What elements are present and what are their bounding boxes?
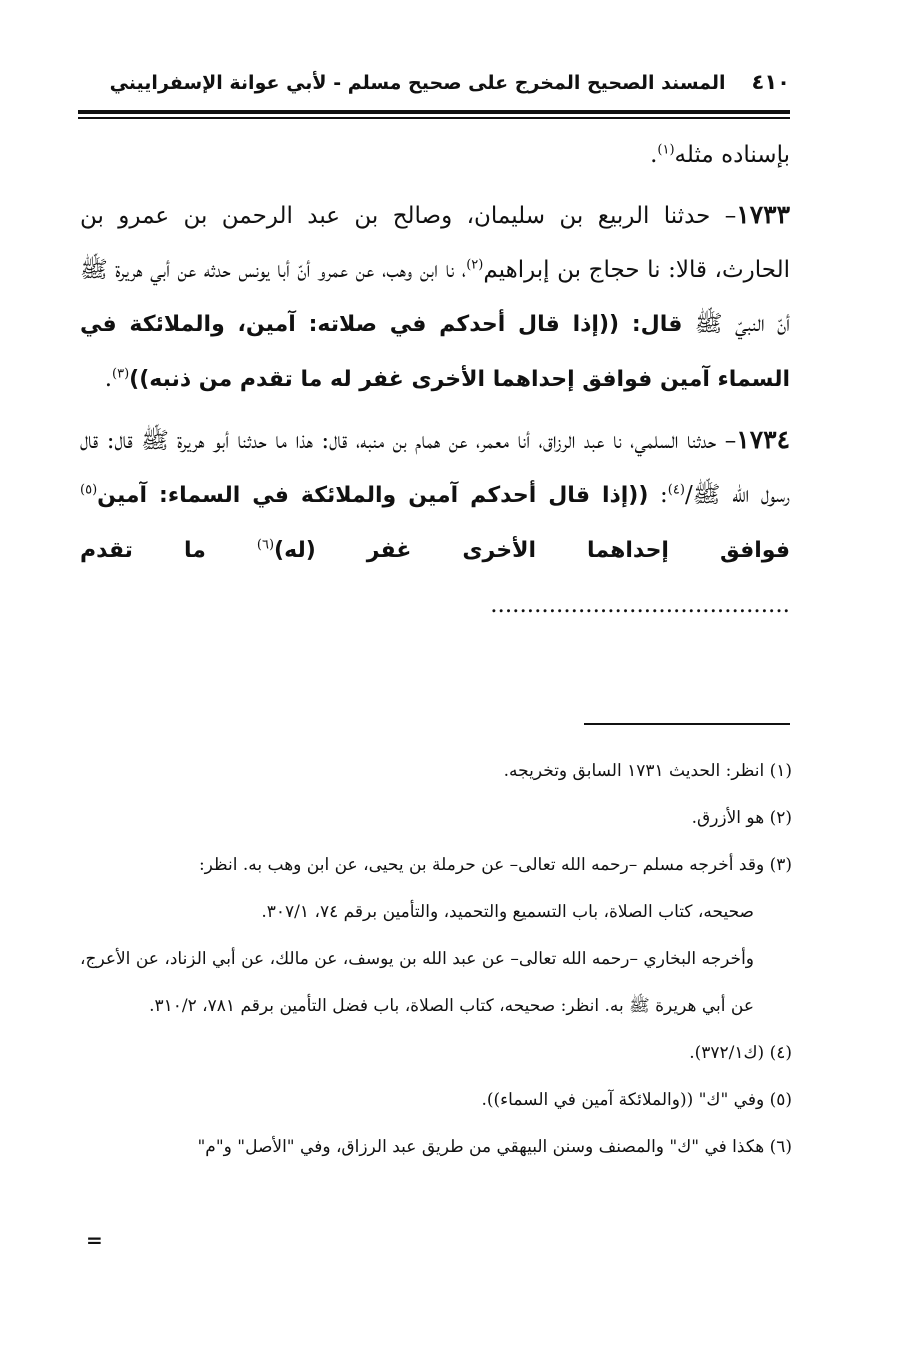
- footnote-1: (١) انظر: الحديث ١٧٣١ السابق وتخريجه.: [503, 761, 792, 781]
- hadith-number-1733: ١٧٣٣: [736, 200, 790, 229]
- footnote-3-source: صحيحه، كتاب الصلاة، باب التسميع والتحميد، والتأمين برقم ٧٤، ٣٠٧/١.: [261, 902, 754, 922]
- page-number: ٤١٠: [751, 70, 790, 94]
- footnote-ref-4: (٤): [667, 482, 685, 498]
- hadith-matn-1734-a: ((إذا قال أحدكم آمين والملائكة في السماء: آمين: [97, 483, 649, 508]
- footnote-ref-5: (٥): [80, 482, 98, 498]
- said-label: قال:: [631, 312, 683, 337]
- page-header: [78, 70, 790, 104]
- hadith-matn-1734-c: ما تقدم: [80, 538, 257, 563]
- footnote-ref-2: (٢): [466, 257, 484, 273]
- footnote-4: (٤) (ك٣٧٢/١).: [689, 1043, 792, 1063]
- header-rule-thin: [78, 117, 790, 119]
- continuation-mark: =: [86, 1228, 103, 1252]
- footnote-3: (٣) وقد أخرجه مسلم –رحمه الله تعالى– عن حرملة بن يحيى، عن ابن وهب به. انظر:: [198, 855, 792, 875]
- continuation-line: بإسناده مثله$^{(١)}$.: [650, 142, 790, 168]
- footnote-5: (٥) وفي "ك" ((والملائكة آمين في السماء)).: [481, 1090, 792, 1110]
- footnote-separator: [584, 723, 790, 725]
- footnote-ref-3: (٣): [112, 366, 130, 382]
- hadith-1734: ١٧٣٤– حدثنا السلمي، نا عبد الرزاق، أنا معمر، عن همام بن منبه، قال: هذا ما حدثنا أبو هريرة ﷺ قال: قال رسول الله ﷺ/$^{(٤)}$: ((إذا قال أحدكم آمين والملائكة في السماء: آمين$^{(٥)}$ فوافق إحداهما الأخرى غفر (له)$^{(٦)}$ ما تقدم .........................................: [80, 425, 790, 618]
- hadith-1733: ١٧٣٣– حدثنا الربيع بن سليمان، وصالح بن عبد الرحمن بن عمرو بن الحارث، قالا: نا حجاج بن إبراهيم$^{(٢)}$، نا ابن وهب، عن عمرو أنّ أبا يونس حدثه عن أبي هريرة ﷺ أنّ النبيّ ﷺ قال: ((إذا قال أحدكم في صلاته: آمين، والملائكة في السماء آمين فوافق إحداهما الأخرى غفر له ما تقدم من ذنبه))$^{(٣)}$.: [80, 200, 790, 392]
- hadith-matn-1733: ((إذا قال أحدكم في صلاته: آمين، والملائكة في السماء آمين فوافق إحداهما الأخرى غفر له ما تقدم من ذنبه)): [80, 312, 790, 392]
- footnote-ref-6: (٦): [256, 537, 275, 553]
- hadith-matn-1734-b: فوافق إحداهما الأخرى غفر (له): [274, 538, 790, 563]
- footnote-3-bukhari: وأخرجه البخاري –رحمه الله تعالى– عن عبد الله بن يوسف، عن مالك، عن أبي الزناد، عن الأعرج، عن أبي هريرة ﷺ به. انظر: صحيحه، كتاب الصلاة، باب فضل التأمين برقم ٧٨١، ٣١٠/٢.: [80, 949, 754, 1016]
- hadith-number-1734: ١٧٣٤: [736, 425, 790, 454]
- footnote-ref-1: (١): [657, 142, 675, 158]
- running-title: المسند الصحيح المخرج على صحيح مسلم - لأبي عوانة الإسفراييني: [109, 72, 726, 94]
- dotted-leader: .........................................: [490, 592, 790, 618]
- header-rule-thick: [78, 110, 790, 114]
- footnote-2: (٢) هو الأزرق.: [691, 808, 792, 828]
- main-text: [80, 128, 790, 638]
- footnotes: [80, 748, 792, 1171]
- footnote-6: (٦) هكذا في "ك" والمصنف وسنن البيهقي من طريق عبد الرزاق، وفي "الأصل" و"م": [197, 1137, 792, 1157]
